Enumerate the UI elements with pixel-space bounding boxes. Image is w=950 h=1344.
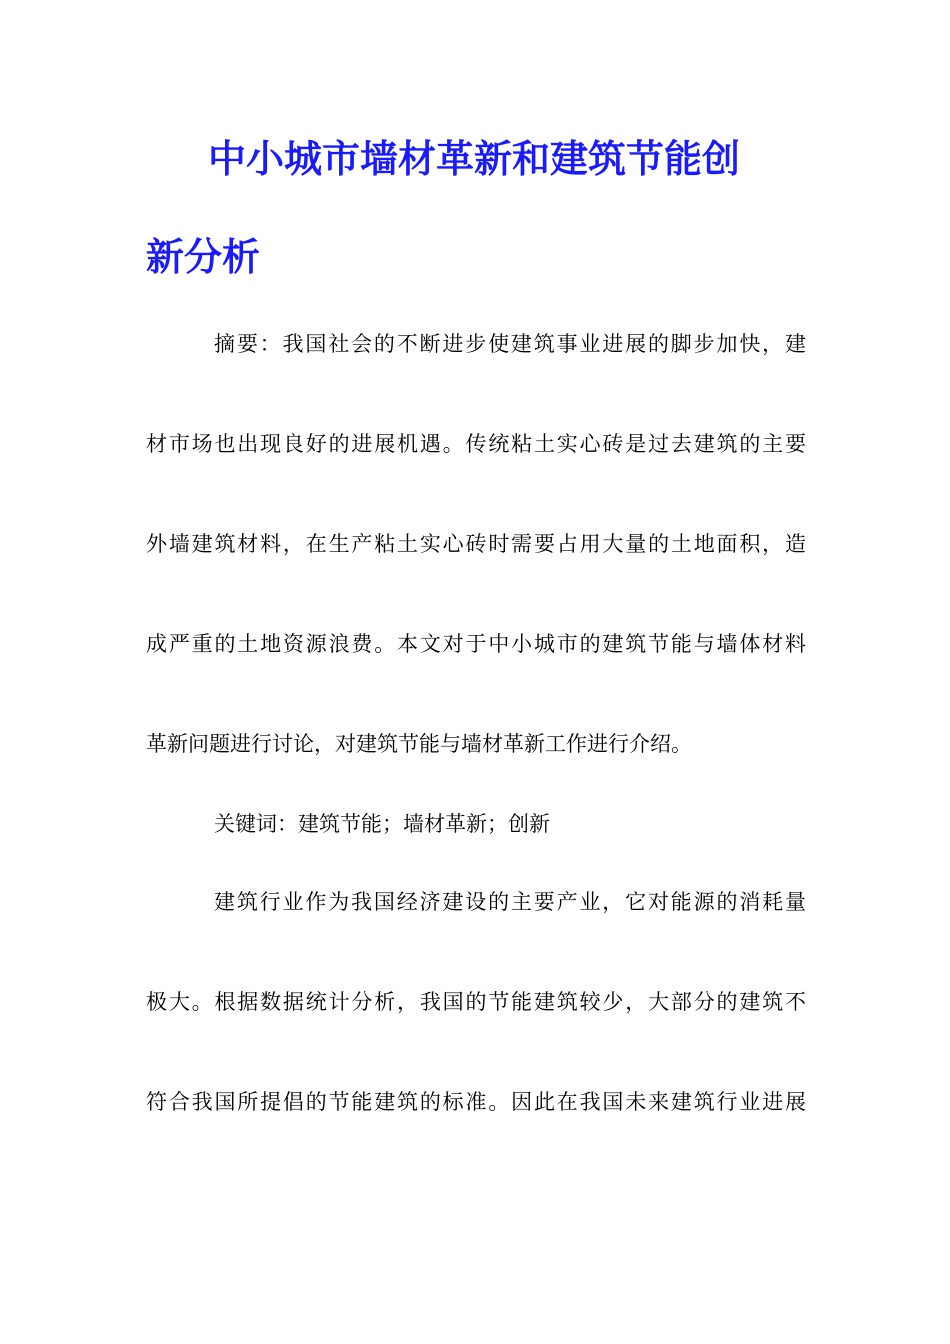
document-title-line-1: 中小城市墙材革新和建筑节能创: [208, 137, 741, 181]
keywords-line: 关键词：建筑节能；墙材革新；创新: [214, 812, 550, 836]
abstract-line: 革新问题进行讨论，对建筑节能与墙材革新工作进行介绍。: [146, 732, 692, 756]
abstract-line: 材市场也出现良好的进展机遇。传统粘土实心砖是过去建筑的主要: [146, 432, 806, 456]
abstract-line: 外墙建筑材料，在生产粘土实心砖时需要占用大量的土地面积，造: [146, 532, 806, 556]
document-title-line-2: 新分析: [146, 235, 261, 279]
body-paragraph-line: 极大。根据数据统计分析，我国的节能建筑较少，大部分的建筑不: [146, 990, 806, 1014]
body-paragraph-line: 符合我国所提倡的节能建筑的标准。因此在我国未来建筑行业进展: [146, 1090, 806, 1114]
abstract-line: 摘要：我国社会的不断进步使建筑事业进展的脚步加快，建: [214, 332, 806, 356]
body-paragraph-line: 建筑行业作为我国经济建设的主要产业，它对能源的消耗量: [214, 890, 806, 914]
abstract-line: 成严重的土地资源浪费。本文对于中小城市的建筑节能与墙体材料: [146, 632, 806, 656]
